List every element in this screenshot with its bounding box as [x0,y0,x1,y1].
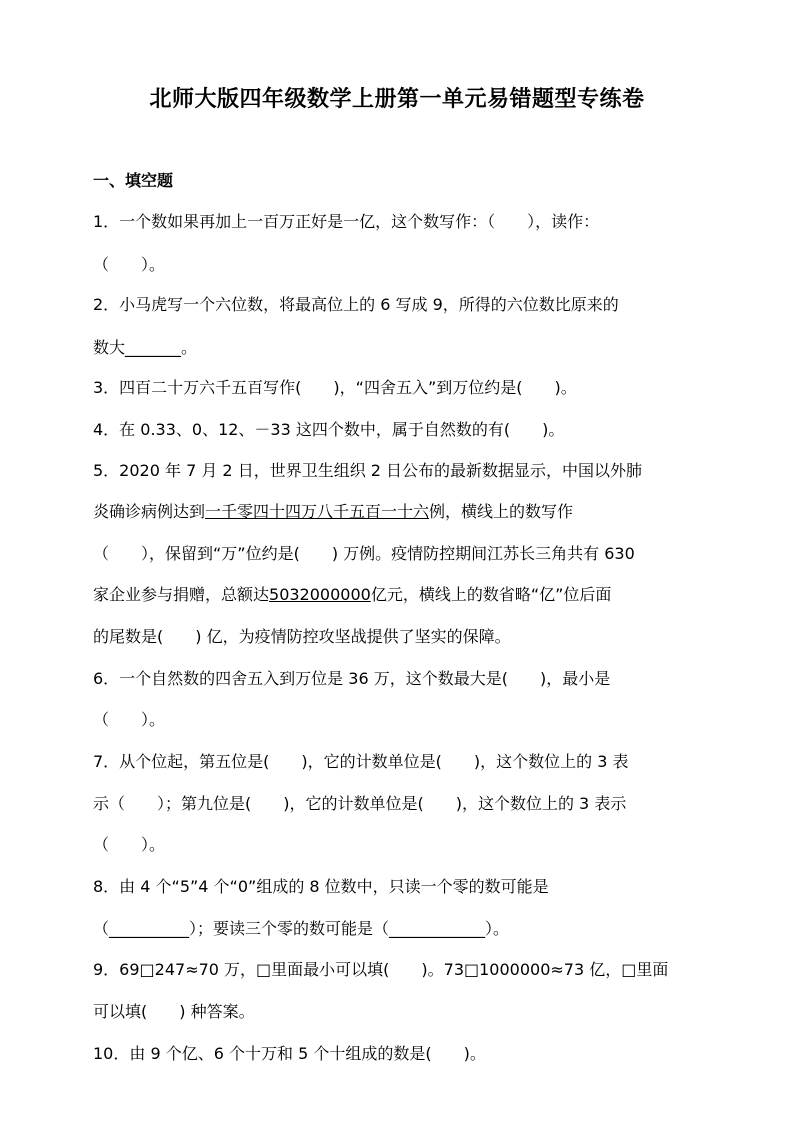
question-5-line-4 [93,583,713,607]
question-5-line-2 [93,500,713,524]
question-5-text: 家企业参与捐赠，总额达 [93,585,270,604]
question-5-text: 亿元，横线上的数省略“亿”位后面 [370,585,612,604]
question-1-line-2: （ ）。 [93,255,166,274]
question-7-line-1: 7．从个位起，第五位是( )，它的计数单位是( )，这个数位上的 3 表 [93,752,629,771]
question-2-line-1: 2．小马虎写一个六位数，将最高位上的 6 写成 9，所得的六位数比原来的 [93,295,619,314]
question-8-line-2: （__________）；要读三个零的数可能是（____________）。 [93,919,510,938]
question-4: 4．在 0.33、0、12、－33 这四个数中，属于自然数的有( )。 [93,420,565,439]
question-6-line-2: （ ）。 [93,710,166,729]
underlined-number-words: 一千零四十四万八千五百一十六 [205,502,430,521]
question-7-line-3: （ ）。 [93,835,166,854]
question-2-line-2: 数大_______。 [93,338,198,357]
question-5-line-5: 的尾数是( ) 亿，为疫情防控攻坚战提供了坚实的保障。 [93,627,511,646]
underlined-number: 5032000000 [269,585,371,604]
question-1-line-1: 1．一个数如果再加上一百万正好是一亿，这个数写作：（ ），读作： [93,212,600,231]
question-10: 10．由 9 个亿、6 个十万和 5 个十组成的数是( )。 [93,1044,486,1063]
question-9-line-2: 可以填( ) 种答案。 [93,1002,255,1021]
question-5-text: 例，横线上的数写作 [429,502,574,521]
question-6-line-1: 6．一个自然数的四舍五入到万位是 36 万，这个数最大是( )，最小是 [93,669,611,688]
section-heading: 一、填空题 [93,171,174,190]
question-5-text: 炎确诊病例达到 [93,502,206,521]
page-title: 北师大版四年级数学上册第一单元易错题型专练卷 [149,86,645,112]
question-3: 3．四百二十万六千五百写作( )，“四舍五入”到万位约是( )。 [93,378,577,397]
question-5-line-1: 5．2020 年 7 月 2 日，世界卫生组织 2 日公布的最新数据显示，中国以外肺 [93,461,643,480]
question-9-line-1: 9．69□247≈70 万，□里面最小可以填( )。73□1000000≈73 亿，□里面 [93,960,669,979]
question-7-line-2: 示（ ）；第九位是( )，它的计数单位是( )，这个数位上的 3 表示 [93,794,627,813]
question-5-line-3: （ ），保留到“万”位约是( ) 万例。疫情防控期间江苏长三角共有 630 [93,544,635,563]
question-8-line-1: 8．由 4 个“5”4 个“0”组成的 8 位数中，只读一个零的数可能是 [93,877,549,896]
